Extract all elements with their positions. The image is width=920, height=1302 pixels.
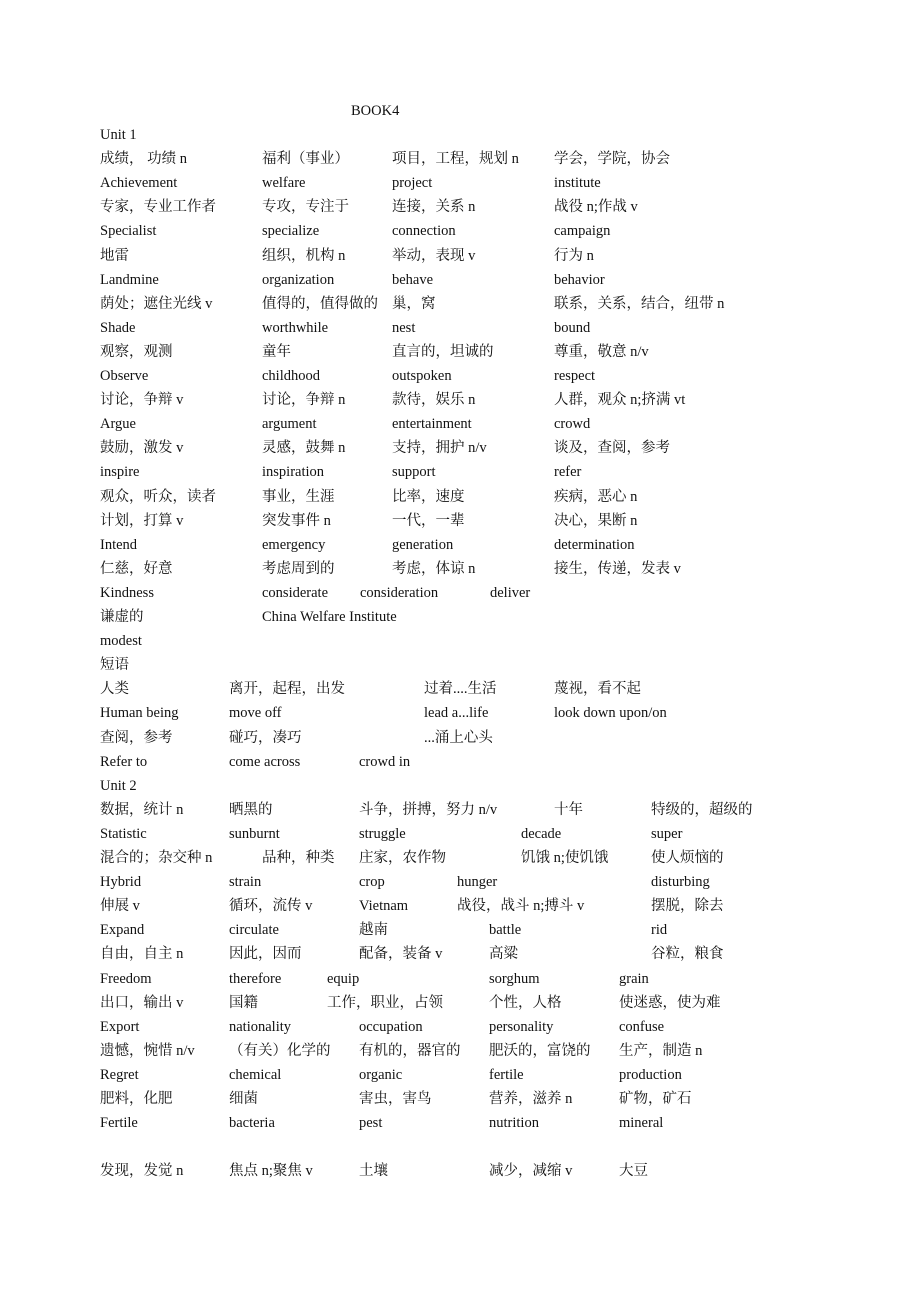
word-cell: behave xyxy=(392,271,434,288)
definition-cell: 直言的，坦诚的 xyxy=(392,343,494,360)
word-cell: chemical xyxy=(229,1066,282,1083)
word-cell: organic xyxy=(359,1066,403,1083)
english-word-row xyxy=(0,367,920,391)
word-cell: specialize xyxy=(262,223,320,240)
word-cell: organization xyxy=(262,271,335,288)
word-cell: fertile xyxy=(489,1066,524,1083)
definition-cell: 高粱 xyxy=(489,946,518,963)
word-cell: deliver xyxy=(490,584,531,601)
definition-cell: 人群，观众 n;挤满 vt xyxy=(554,392,686,409)
definition-cell: 营养，滋养 n xyxy=(489,1091,573,1107)
word-cell: Freedom xyxy=(100,970,152,987)
word-cell: Argue xyxy=(100,416,136,433)
word-cell: Kindness xyxy=(100,584,154,601)
definition-cell: 特级的，超级的 xyxy=(651,801,753,818)
chinese-definition-row xyxy=(0,680,920,704)
word-cell: move off xyxy=(229,705,282,722)
word-cell: welfare xyxy=(262,175,306,192)
word-cell: circulate xyxy=(229,922,279,939)
definition-cell: 联系，关系，结合，纽带 n xyxy=(554,295,725,312)
word-cell: behavior xyxy=(554,271,605,288)
word-cell: refer xyxy=(554,464,582,481)
word-cell: crowd in xyxy=(359,753,411,770)
word-cell: production xyxy=(619,1066,682,1083)
word-cell: Intend xyxy=(100,536,138,553)
chinese-definition-row xyxy=(0,945,920,969)
word-cell: decade xyxy=(521,825,562,842)
definition-cell: 饥饿 n;使饥饿 xyxy=(521,850,609,866)
chinese-definition-row xyxy=(0,295,920,319)
definition-cell: 值得的，值得做的 xyxy=(262,295,378,312)
english-word-row xyxy=(0,1018,920,1042)
definition-cell: 突发事件 n xyxy=(262,512,331,529)
word-cell: considerate xyxy=(262,584,329,601)
word-cell: crowd xyxy=(554,416,591,433)
word-cell: super xyxy=(651,825,683,842)
definition-cell: 疾病，恶心 n xyxy=(554,488,638,505)
chinese-definition-row xyxy=(0,729,920,753)
english-word-row xyxy=(0,463,920,487)
definition-cell: 谦虚的 xyxy=(100,609,144,625)
heading-text: 短语 xyxy=(100,657,129,674)
word-cell: connection xyxy=(392,223,456,240)
definition-cell: 专家，专业工作者 xyxy=(100,199,216,216)
page-title: BOOK4 xyxy=(351,103,400,119)
chinese-definition-row xyxy=(0,1090,920,1114)
word-cell: Specialist xyxy=(100,223,157,240)
word-cell: mineral xyxy=(619,1115,664,1132)
word-cell: Statistic xyxy=(100,825,147,842)
definition-cell: Vietnam xyxy=(359,898,409,915)
definition-cell: 碰巧，凑巧 xyxy=(229,729,302,746)
word-cell: 越南 xyxy=(359,922,388,939)
chinese-definition-row xyxy=(0,1162,920,1186)
definition-cell: 发现，发觉 n xyxy=(100,1163,184,1180)
word-cell: hunger xyxy=(457,874,498,891)
english-word-row xyxy=(0,970,920,994)
word-cell: determination xyxy=(554,536,635,553)
definition-cell: 焦点 n;聚焦 v xyxy=(229,1163,313,1180)
chinese-definition-row xyxy=(0,897,920,921)
definition-cell: 童年 xyxy=(262,343,291,360)
chinese-definition-row xyxy=(0,150,920,174)
definition-cell: China Welfare Institute xyxy=(262,609,397,625)
word-cell: argument xyxy=(262,416,317,433)
word-cell: personality xyxy=(489,1018,554,1035)
definition-cell: 国籍 xyxy=(229,994,258,1011)
word-cell: generation xyxy=(392,536,454,553)
definition-cell: 蔑视，看不起 xyxy=(554,681,641,698)
definition-cell: 举动，表现 v xyxy=(392,247,476,264)
definition-cell: 考虑周到的 xyxy=(262,560,335,577)
word-cell: pest xyxy=(359,1115,383,1132)
definition-cell: 十年 xyxy=(554,801,583,818)
word-cell: therefore xyxy=(229,970,282,987)
definition-cell: 组织，机构 n xyxy=(262,247,346,264)
definition-cell: 成绩， 功绩 n xyxy=(100,151,187,168)
english-word-row xyxy=(0,704,920,728)
definition-cell: （有关）化学的 xyxy=(229,1042,331,1059)
word-cell: bacteria xyxy=(229,1115,275,1132)
definition-cell: 工作，职业，占领 xyxy=(327,994,443,1011)
english-word-row xyxy=(0,753,920,777)
definition-cell: 荫处；遮住光线 v xyxy=(100,295,213,312)
definition-cell: 项目，工程，规划 n xyxy=(392,151,519,168)
definition-cell: 款待，娱乐 n xyxy=(392,392,476,409)
chinese-definition-row xyxy=(0,994,920,1018)
definition-cell: 有机的，器官的 xyxy=(359,1042,461,1059)
definition-cell: 考虑，体谅 n xyxy=(392,560,476,577)
word-cell: modest xyxy=(100,633,142,650)
word-cell: worthwhile xyxy=(262,319,329,336)
definition-cell: 查阅，参考 xyxy=(100,729,173,746)
word-cell: Hybrid xyxy=(100,874,142,891)
definition-cell: 遗憾，惋惜 n/v xyxy=(100,1042,195,1059)
definition-cell: 庄家，农作物 xyxy=(359,850,446,866)
english-word-row xyxy=(0,921,920,945)
english-word-row xyxy=(0,632,920,656)
word-cell: occupation xyxy=(359,1018,423,1035)
definition-cell: 观众，听众，读者 xyxy=(100,488,216,505)
definition-cell: 专攻，专注于 xyxy=(262,199,349,216)
word-cell: Achievement xyxy=(100,175,178,192)
definition-cell: 自由，自主 n xyxy=(100,946,184,963)
word-cell: equip xyxy=(327,970,360,987)
word-cell: entertainment xyxy=(392,416,472,433)
definition-cell: 混合的；杂交种 n xyxy=(100,850,213,866)
word-cell: campaign xyxy=(554,223,611,240)
chinese-definition-row xyxy=(0,512,920,536)
word-cell: inspiration xyxy=(262,464,325,481)
word-cell: lead a...life xyxy=(424,705,489,722)
word-cell: strain xyxy=(229,874,262,891)
english-word-row xyxy=(0,174,920,198)
word-cell: emergency xyxy=(262,536,326,553)
english-word-row xyxy=(0,536,920,560)
section-heading xyxy=(0,777,920,801)
definition-cell: 循环，流传 v xyxy=(229,898,313,915)
english-word-row xyxy=(0,222,920,246)
word-cell: Expand xyxy=(100,922,145,939)
word-cell: project xyxy=(392,175,433,192)
definition-cell: 接生，传递，发表 v xyxy=(554,560,681,577)
word-cell: Shade xyxy=(100,319,136,336)
heading-text: Unit 2 xyxy=(100,777,137,794)
definition-cell: 晒黑的 xyxy=(229,801,273,818)
english-word-row xyxy=(0,825,920,849)
word-cell: bound xyxy=(554,319,591,336)
definition-cell: 人类 xyxy=(100,681,129,698)
word-cell: Observe xyxy=(100,368,149,384)
definition-cell: 个性，人格 xyxy=(489,994,562,1011)
word-cell: institute xyxy=(554,175,601,192)
definition-cell: 谈及，查阅，参考 xyxy=(554,440,670,457)
definition-cell: 计划，打算 v xyxy=(100,512,184,529)
definition-cell: 连接，关系 n xyxy=(392,199,476,216)
word-cell: Landmine xyxy=(100,271,159,288)
word-cell: battle xyxy=(489,922,522,939)
definition-cell: 肥沃的，富饶的 xyxy=(489,1042,591,1059)
section-heading xyxy=(0,126,920,150)
definition-cell: 一代，一辈 xyxy=(392,512,465,529)
section-heading xyxy=(0,656,920,680)
definition-cell: 离开，起程，出发 xyxy=(229,681,345,698)
english-word-row xyxy=(0,271,920,295)
definition-cell: 肥料，化肥 xyxy=(100,1091,173,1107)
definition-cell: 鼓励，激发 v xyxy=(100,440,184,457)
definition-cell: 因此，因而 xyxy=(229,946,302,963)
word-cell: outspoken xyxy=(392,368,452,384)
definition-cell: 讨论，争辩 v xyxy=(100,392,184,409)
definition-cell: 决心，果断 n xyxy=(554,512,638,529)
word-cell: nutrition xyxy=(489,1115,539,1132)
chinese-definition-row xyxy=(0,198,920,222)
word-cell: Fertile xyxy=(100,1115,138,1132)
definition-cell: 品种，种类 xyxy=(262,850,335,866)
definition-cell: 战役，战斗 n;搏斗 v xyxy=(457,898,585,915)
definition-cell: 土壤 xyxy=(359,1163,388,1180)
definition-cell: 仁慈，好意 xyxy=(100,560,173,577)
word-cell: consideration xyxy=(360,584,439,601)
english-word-row xyxy=(0,584,920,608)
chinese-definition-row xyxy=(0,343,920,367)
chinese-definition-row xyxy=(0,560,920,584)
definition-cell: 事业，生涯 xyxy=(262,488,335,505)
word-cell: come across xyxy=(229,753,301,770)
word-cell: sorghum xyxy=(489,970,540,987)
word-cell: support xyxy=(392,464,436,481)
definition-cell: 斗争，拼搏，努力 n/v xyxy=(359,801,498,818)
definition-cell: 行为 n xyxy=(554,247,594,264)
word-cell: look down upon/on xyxy=(554,705,667,722)
chinese-definition-row xyxy=(0,608,920,632)
definition-cell: 矿物，矿石 xyxy=(619,1091,692,1107)
word-cell: Export xyxy=(100,1018,140,1035)
definition-cell: 观察，观测 xyxy=(100,343,173,360)
word-cell: struggle xyxy=(359,825,406,842)
definition-cell: 生产，制造 n xyxy=(619,1042,703,1059)
definition-cell: 害虫，害鸟 xyxy=(359,1091,432,1107)
chinese-definition-row xyxy=(0,849,920,873)
definition-cell: 摆脱，除去 xyxy=(651,898,724,915)
chinese-definition-row xyxy=(0,391,920,415)
chinese-definition-row xyxy=(0,488,920,512)
definition-cell: 支持，拥护 n/v xyxy=(392,440,487,457)
word-cell: Refer to xyxy=(100,753,148,770)
definition-cell: 伸展 v xyxy=(100,898,140,915)
chinese-definition-row xyxy=(0,247,920,271)
word-cell: sunburnt xyxy=(229,825,280,842)
definition-cell: 数据，统计 n xyxy=(100,801,184,818)
definition-cell: 使人烦恼的 xyxy=(651,850,724,866)
english-word-row xyxy=(0,415,920,439)
definition-cell: 过着....生活 xyxy=(424,681,497,698)
definition-cell: 福利（事业） xyxy=(262,151,349,168)
word-cell: nest xyxy=(392,319,416,336)
chinese-definition-row xyxy=(0,1042,920,1066)
definition-cell: 比率，速度 xyxy=(392,488,465,505)
word-cell: inspire xyxy=(100,464,140,481)
english-word-row xyxy=(0,1114,920,1138)
definition-cell: 讨论，争辩 n xyxy=(262,392,346,409)
word-cell: confuse xyxy=(619,1018,665,1035)
word-cell: disturbing xyxy=(651,874,710,891)
english-word-row xyxy=(0,1066,920,1090)
word-cell: grain xyxy=(619,970,649,987)
word-cell: nationality xyxy=(229,1018,292,1035)
blank-line xyxy=(0,1138,920,1162)
chinese-definition-row xyxy=(0,439,920,463)
definition-cell: 出口，输出 v xyxy=(100,994,184,1011)
english-word-row xyxy=(0,319,920,343)
word-cell: childhood xyxy=(262,368,320,384)
definition-cell: ...涌上心头 xyxy=(424,729,493,746)
definition-cell: 使迷惑，使为难 xyxy=(619,994,721,1011)
definition-cell: 战役 n;作战 v xyxy=(554,199,638,216)
chinese-definition-row xyxy=(0,801,920,825)
word-cell: rid xyxy=(651,922,668,939)
word-cell: respect xyxy=(554,368,596,384)
definition-cell: 谷粒，粮食 xyxy=(651,946,724,963)
word-cell: Human being xyxy=(100,705,179,722)
definition-cell: 细菌 xyxy=(229,1091,258,1107)
definition-cell: 尊重，敬意 n/v xyxy=(554,343,649,360)
definition-cell: 大豆 xyxy=(619,1163,648,1180)
definition-cell: 地雷 xyxy=(100,247,129,264)
english-word-row xyxy=(0,873,920,897)
word-cell: crop xyxy=(359,874,385,891)
definition-cell: 灵感，鼓舞 n xyxy=(262,440,346,457)
definition-cell: 巢，窝 xyxy=(392,295,436,312)
definition-cell: 减少，减缩 v xyxy=(489,1163,573,1180)
heading-text: Unit 1 xyxy=(100,127,137,143)
definition-cell: 学会，学院，协会 xyxy=(554,151,670,168)
definition-cell: 配备，装备 v xyxy=(359,946,443,963)
word-cell: Regret xyxy=(100,1066,139,1083)
